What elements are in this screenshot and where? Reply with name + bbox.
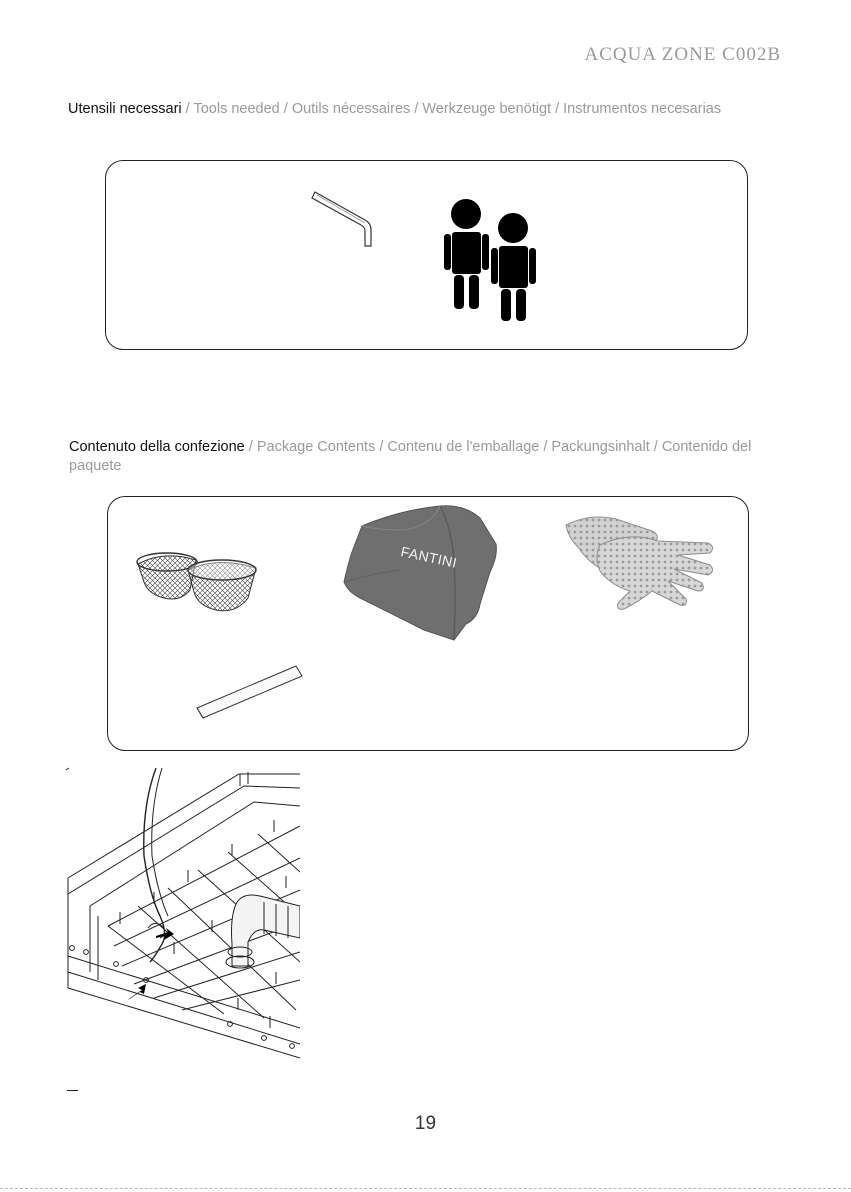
footer-rule <box>0 1188 851 1189</box>
page-number: 19 <box>414 1113 437 1134</box>
person-right-icon <box>491 213 536 321</box>
two-persons-icon <box>440 198 540 323</box>
tools-heading-translations: / Tools needed / Outils nécessaires / Werkzeuge benötigt / Instrumentos necesarias <box>181 101 722 117</box>
model-title: ACQUA ZONE C002B <box>584 44 781 65</box>
contents-heading-translations: / Package Contents / Contenu de l'emballage / Packungsinhalt / Contenido del paquete <box>69 439 752 474</box>
contents-heading <box>69 438 759 476</box>
work-gloves-icon <box>560 505 720 620</box>
allen-key-icon <box>305 186 380 258</box>
installation-diagram-icon <box>64 766 300 1062</box>
strip-icon <box>192 660 307 722</box>
person-left-icon <box>444 199 489 309</box>
tools-heading-primary: Utensili necessari <box>68 101 182 117</box>
contents-heading-primary: Contenuto della confezione <box>69 439 245 455</box>
figure-mark <box>67 1090 78 1091</box>
cloth-brand-label: FANTINI <box>399 543 459 571</box>
microfiber-cloth-icon <box>340 500 505 645</box>
tools-heading <box>68 100 721 119</box>
mesh-filter-baskets-icon <box>130 538 265 623</box>
tools-panel <box>105 160 748 350</box>
